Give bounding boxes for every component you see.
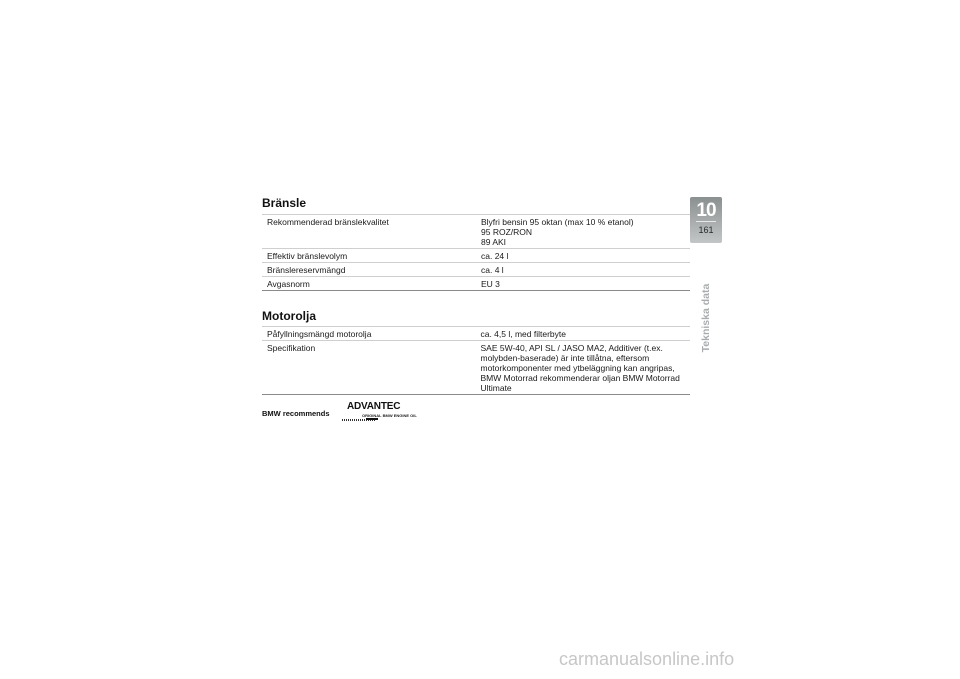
spec-value-line: 95 ROZ/RON [481,227,533,237]
spec-label: Påfyllningsmängd motorolja [262,327,474,341]
watermark: carmanualsonline.info [559,649,735,669]
recommendation-text: BMW recommends [262,409,330,418]
table-row [262,249,690,263]
spec-label: Rekommenderad bränslekvalitet [262,215,475,249]
spec-label: Bränslereservmängd [262,263,475,277]
table-row [262,215,690,249]
advantec-logo-word: ADVANTEC [347,401,401,412]
advantec-logo [342,401,422,421]
chapter-divider [696,221,716,222]
spec-value [474,341,690,395]
table-row [262,277,690,291]
spec-value-line: ca. 4 l [481,265,504,275]
fuel-section-title: Bränsle [262,196,307,210]
spec-value [475,249,690,263]
table-row [262,341,690,395]
spec-value-line: EU 3 [481,279,500,289]
spec-label: Effektiv bränslevolym [262,249,475,263]
oil-section-title: Motorolja [262,309,316,323]
spec-label: Specifikation [262,341,474,395]
spec-value [475,215,690,249]
spec-label: Avgasnorm [262,277,475,291]
advantec-logo-subtitle: ORIGINAL BMW ENGINE OIL [362,413,417,418]
spec-value [475,277,690,291]
oil-spec-table [262,326,690,395]
bmw-recommendation [262,400,422,422]
spec-value-line: Blyfri bensin 95 oktan (max 10 % etanol) [481,217,634,227]
spec-value-line: SAE 5W-40, API SL / JASO MA2, Additiver (t.ex. molybden-baserade) är inte tillåtna, eftersom motorkomponenter med ytbeläggning kan angripas, BMW Motorrad rekommenderar oljan BMW Motorrad Ultimate [480,343,680,393]
spec-value-line: ca. 4,5 l, med filterbyte [480,329,566,339]
chapter-tab [690,197,722,243]
page-number: 161 [698,225,714,235]
spec-value [474,327,690,341]
chapter-number: 10 [696,200,716,221]
table-row [262,263,690,277]
chapter-name: Tekniska data [700,283,712,353]
spec-value-line: ca. 24 l [481,251,509,261]
spec-value [475,263,690,277]
table-row [262,327,690,341]
fuel-spec-table [262,214,690,291]
spec-value-line: 89 AKI [481,237,507,247]
logo-solid-bar [366,418,378,420]
